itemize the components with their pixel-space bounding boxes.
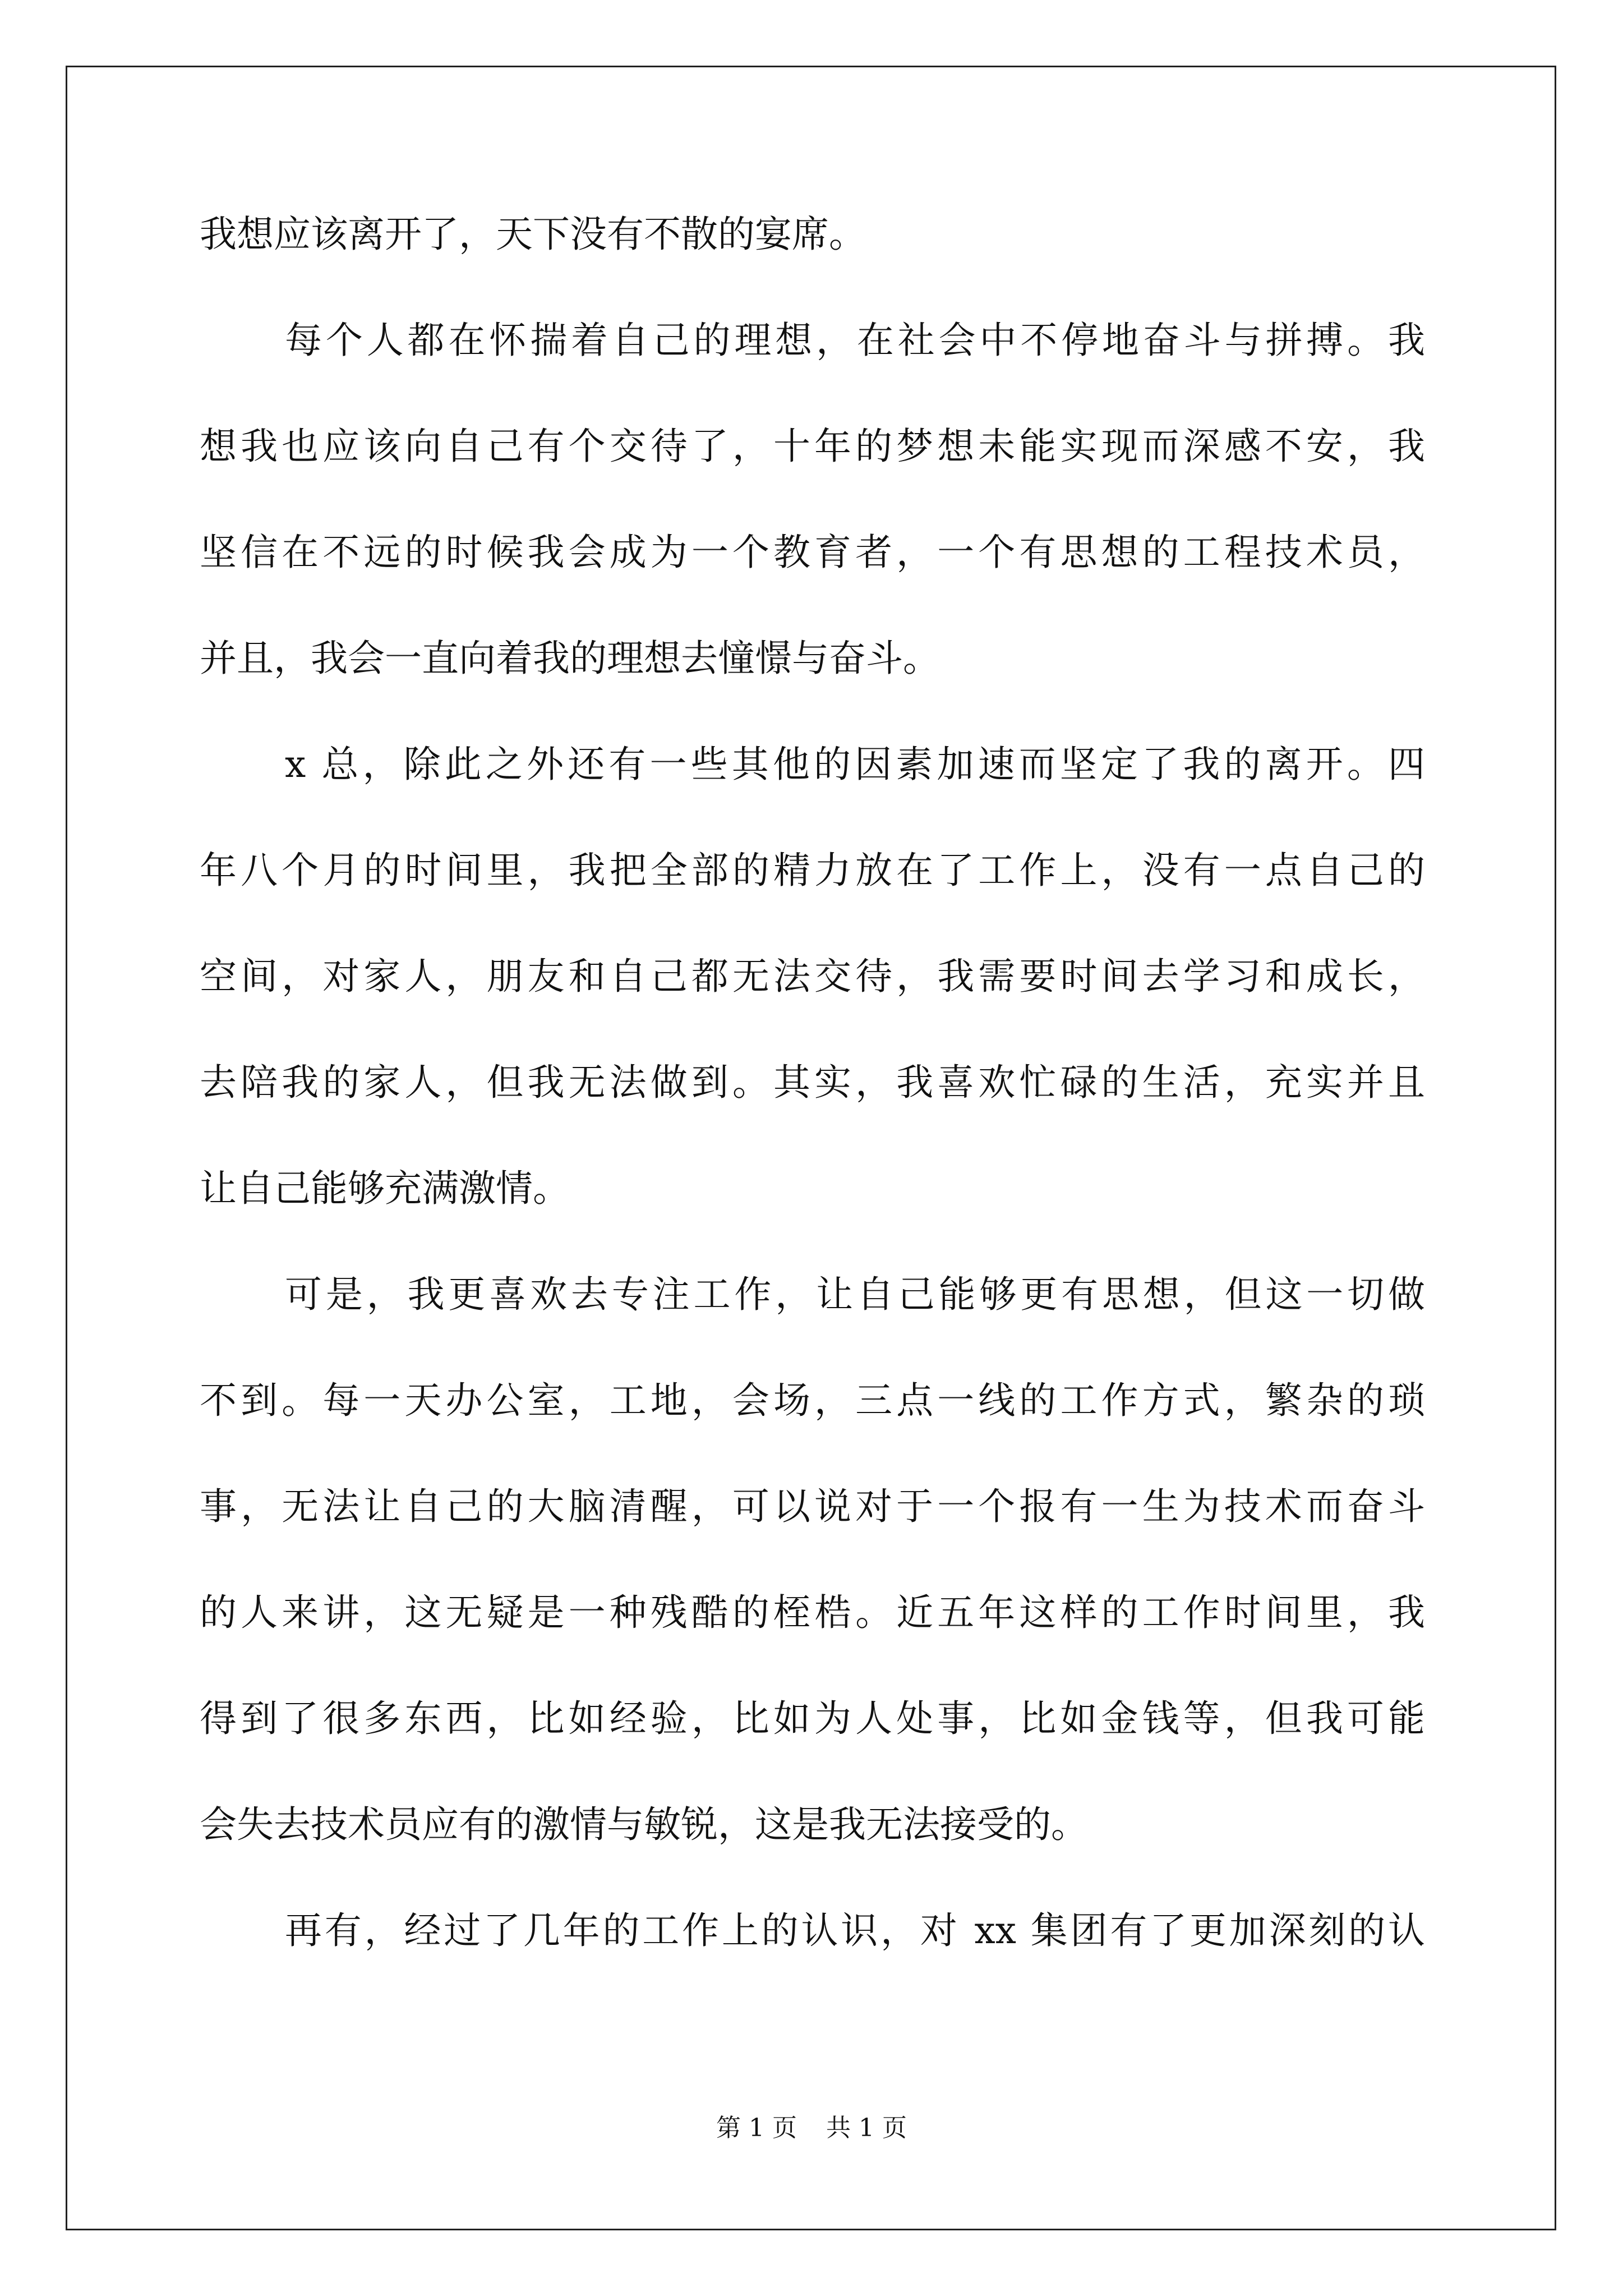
text-line: 我想应该离开了，天下没有不散的宴席。 [200,213,866,256]
text-line: 让自己能够充满激情。 [200,1167,570,1210]
text-line: 事，无法让自己的大脑清醒，可以说对于一个报有一生为技术而奋斗 [200,1485,1425,1528]
text-line: 空间，对家人，朋友和自己都无法交待，我需要时间去学习和成长， [200,955,1425,998]
text-line: 年八个月的时间里，我把全部的精力放在了工作上，没有一点自己的 [200,849,1425,892]
document-body [200,213,1425,2018]
text-line: x 总，除此之外还有一些其他的因素加速而坚定了我的离开。四 [285,743,1425,786]
text-line: 想我也应该向自己有个交待了，十年的梦想未能实现而深感不安，我 [200,425,1425,468]
text-line: 的人来讲，这无疑是一种残酷的桎梏。近五年这样的工作时间里，我 [200,1591,1425,1634]
text-line: 去陪我的家人，但我无法做到。其实，我喜欢忙碌的生活，充实并且 [200,1061,1425,1104]
text-line: 并且，我会一直向着我的理想去憧憬与奋斗。 [200,637,940,680]
text-line: 得到了很多东西，比如经验，比如为人处事，比如金钱等，但我可能 [200,1697,1425,1740]
text-line: 不到。每一天办公室，工地，会场，三点一线的工作方式，繁杂的琐 [200,1379,1425,1422]
text-line: 会失去技术员应有的激情与敏锐，这是我无法接受的。 [200,1803,1088,1846]
text-line: 坚信在不远的时候我会成为一个教育者，一个有思想的工程技术员， [200,531,1425,574]
text-line: 可是，我更喜欢去专注工作，让自己能够更有思想，但这一切做 [285,1273,1425,1316]
page-number: 第 1 页 [716,2114,797,2142]
page-total: 共 1 页 [826,2114,907,2142]
text-line: 再有，经过了几年的工作上的认识，对 xx 集团有了更加深刻的认 [285,1909,1425,1952]
page-footer [0,2116,1623,2141]
text-line: 每个人都在怀揣着自己的理想，在社会中不停地奋斗与拼搏。我 [285,319,1425,362]
